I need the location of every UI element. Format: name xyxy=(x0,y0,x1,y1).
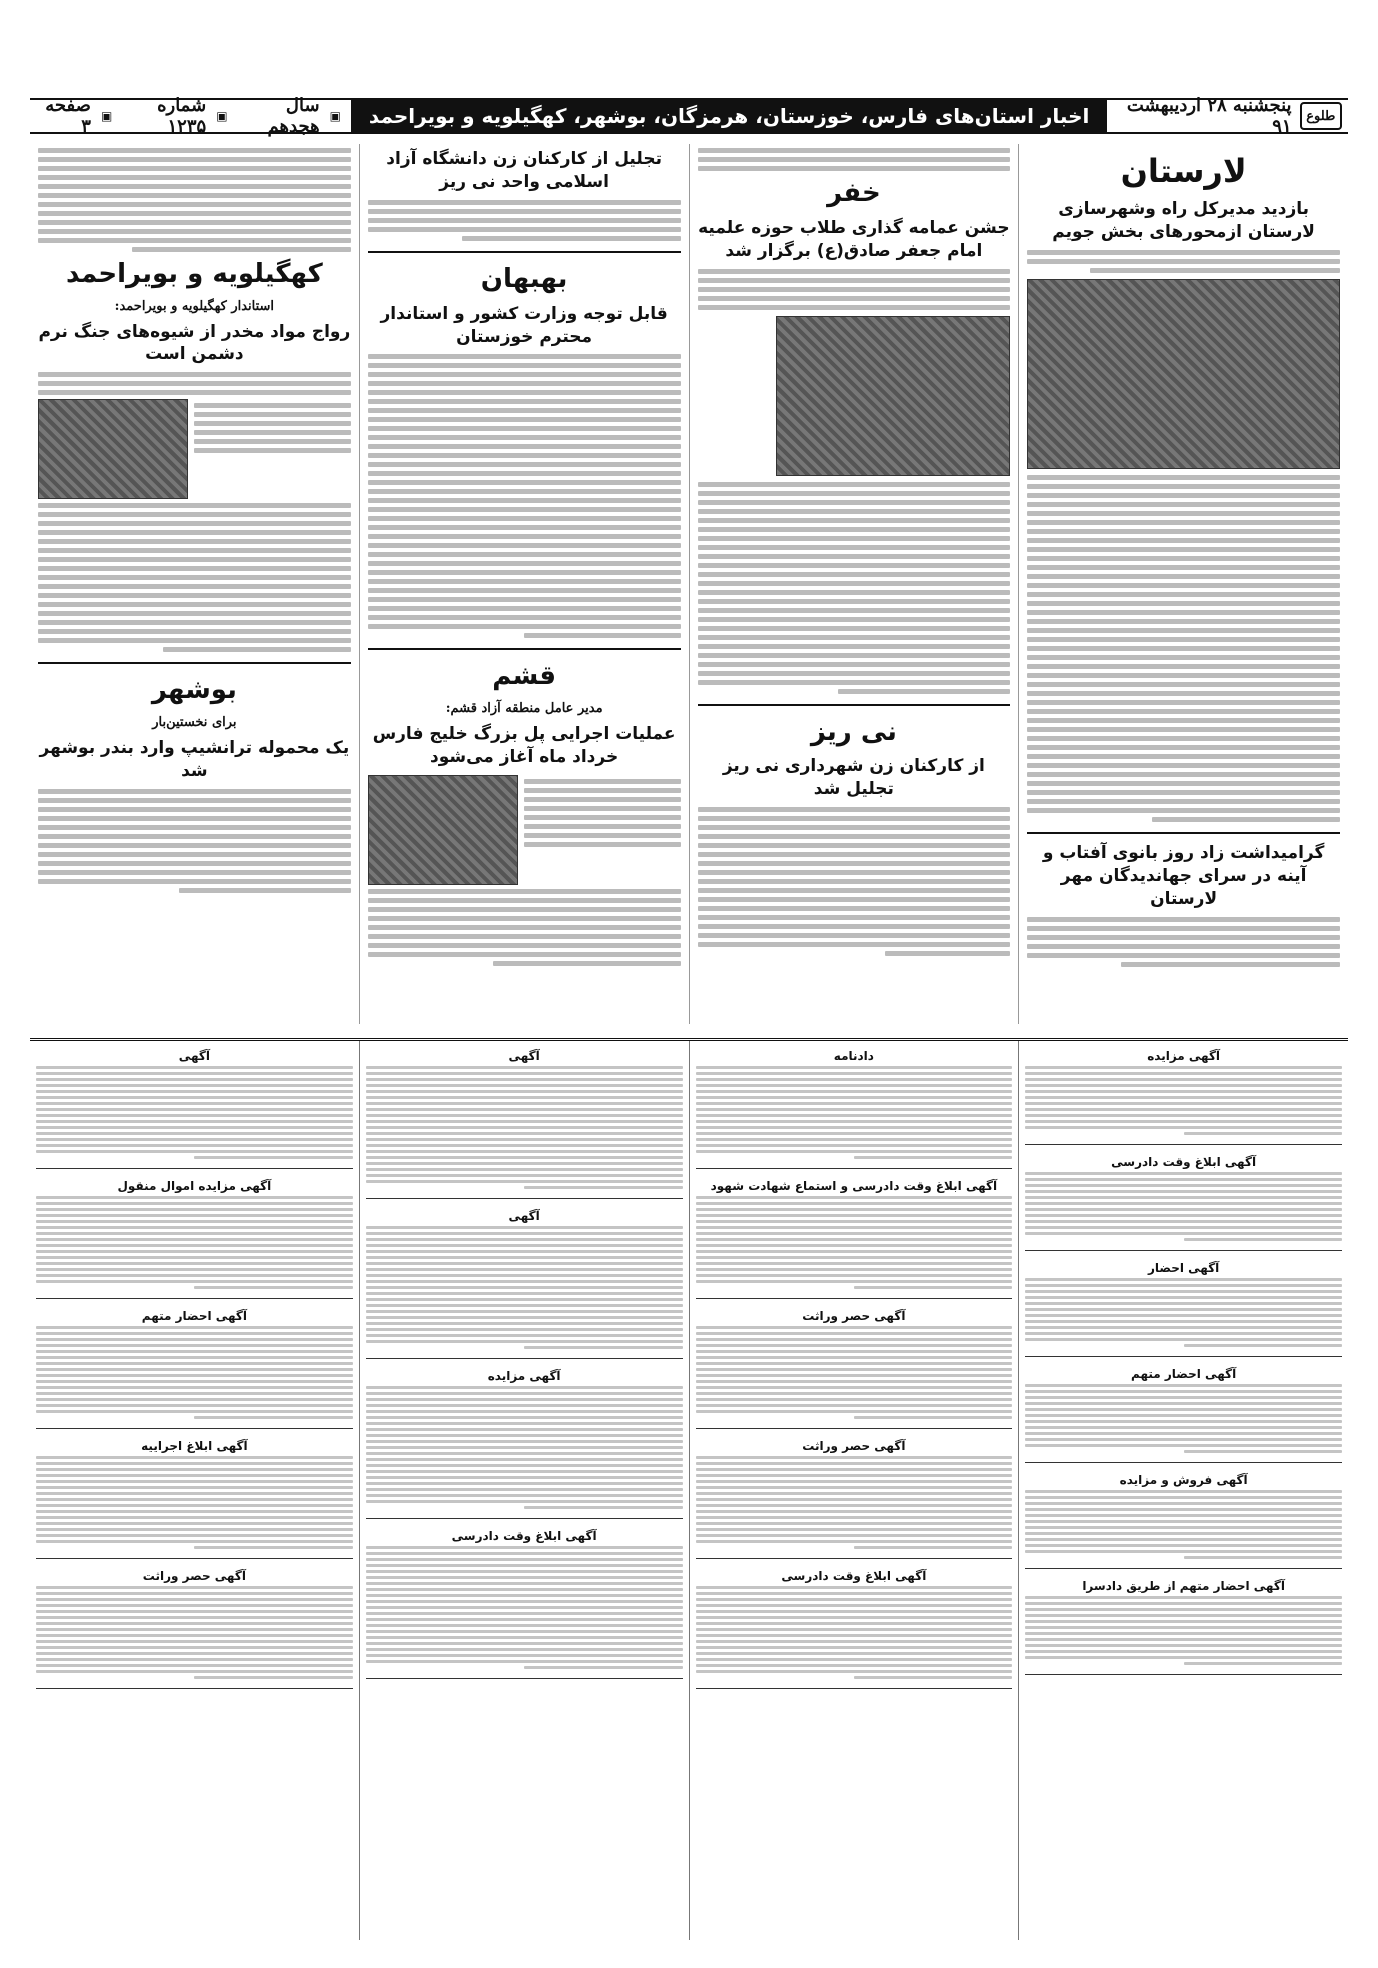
notice-title: آگهی مزایده xyxy=(1147,1049,1221,1063)
legal-notice xyxy=(36,1045,353,1169)
legal-notice xyxy=(36,1175,353,1299)
headline: عملیات اجرایی پل بزرگ خلیج فارس خرداد ماه آغاز می‌شود xyxy=(372,723,676,767)
notice-title: آگهی حصر وراثت xyxy=(802,1439,906,1453)
notice-title: آگهی احضار متهم xyxy=(1131,1367,1237,1381)
legal-notice xyxy=(366,1205,683,1359)
region-title: نی ریز xyxy=(810,716,897,747)
news-photo xyxy=(38,399,188,499)
notice-title: آگهی احضار متهم از طریق دادسرا xyxy=(1082,1579,1285,1593)
region-title: لارستان xyxy=(1120,152,1247,190)
column-khafr xyxy=(689,144,1019,1024)
notices-column xyxy=(359,1041,689,1940)
notice-title: دادنامه xyxy=(833,1049,874,1063)
region-title: بهبهان xyxy=(480,263,568,294)
legal-notice xyxy=(696,1565,1013,1689)
notice-title: آگهی مزایده xyxy=(487,1369,561,1383)
notices-column xyxy=(1018,1041,1348,1940)
newspaper-logo xyxy=(1117,95,1342,137)
headline: گرامیداشت زاد روز بانوی آفتاب و آینه در سرای جهاندیدگان مهر لارستان xyxy=(1042,843,1325,910)
legal-notice xyxy=(1025,1045,1342,1145)
notice-title: آگهی حصر وراثت xyxy=(142,1569,246,1583)
legal-notice xyxy=(1025,1575,1342,1675)
legal-notice xyxy=(366,1045,683,1199)
region-title: خفر xyxy=(827,178,881,208)
notice-title: آگهی احضار xyxy=(1147,1261,1220,1275)
notice-title: آگهی xyxy=(508,1209,540,1223)
notice-title: آگهی ابلاغ اجراییه xyxy=(141,1439,248,1453)
region-title: بوشهر xyxy=(151,675,237,706)
column-larestan xyxy=(1018,144,1348,1024)
notice-title: آگهی ابلاغ وقت دادرسی و استماع شهادت شهود xyxy=(710,1179,998,1193)
headline: قابل توجه وزارت کشور و استاندار محترم خوزستان xyxy=(380,303,668,347)
page-number: صفحه ۳ xyxy=(45,95,91,137)
issue-info xyxy=(36,95,341,137)
issue-number: شماره ۱۲۳۵ xyxy=(157,95,207,137)
region-title: کهگیلویه و بویراحمد xyxy=(65,259,323,289)
notice-title: آگهی فروش و مزایده xyxy=(1119,1473,1248,1487)
notice-title: آگهی ابلاغ وقت دادرسی xyxy=(781,1569,927,1583)
headline: از کارکنان زن شهرداری نی ریز تجلیل شد xyxy=(722,756,985,800)
logo-icon: طلوع xyxy=(1300,102,1342,130)
square-icon: ▣ xyxy=(216,109,228,123)
notice-title: آگهی احضار متهم xyxy=(141,1309,247,1323)
legal-notice xyxy=(36,1435,353,1559)
issue-date: پنجشنبه ۲۸ اردیبهشت ۹۱ xyxy=(1126,95,1292,137)
square-icon: ▣ xyxy=(100,109,113,123)
kicker: برای نخستین‌بار xyxy=(152,715,237,731)
kicker: مدیر عامل منطقه آزاد قشم: xyxy=(445,701,603,717)
legal-notice xyxy=(696,1305,1013,1429)
kicker: استاندار کهگیلویه و بویراحمد: xyxy=(114,298,275,314)
headline: بازدید مدیرکل راه وشهرسازی لارستان ازمحورهای بخش جویم xyxy=(1052,199,1315,243)
region-title: قشم xyxy=(492,661,557,692)
legal-notice xyxy=(1025,1257,1342,1357)
legal-notice xyxy=(36,1305,353,1429)
headline: تجلیل از کارکنان زن دانشگاه آزاد اسلامی واحد نی ریز xyxy=(386,149,662,192)
headline: رواج مواد مخدر از شیوه‌های جنگ نرم دشمن است xyxy=(38,321,351,365)
notice-title: آگهی ابلاغ وقت دادرسی xyxy=(451,1529,597,1543)
square-icon: ▣ xyxy=(329,109,341,123)
news-photo xyxy=(1027,279,1340,469)
headline: جشن عمامه گذاری طلاب حوزه علمیه امام جعفر صادق(ع) برگزار شد xyxy=(698,217,1010,261)
headline: یک محموله ترانشیپ وارد بندر بوشهر شد xyxy=(39,737,350,781)
notices-column xyxy=(689,1041,1019,1940)
notice-title: آگهی ابلاغ وقت دادرسی xyxy=(1111,1155,1257,1169)
notices-section xyxy=(30,1038,1348,1940)
legal-notice xyxy=(1025,1469,1342,1569)
column-kohgiluyeh-bushehr xyxy=(30,144,359,1024)
notice-title: آگهی حصر وراثت xyxy=(802,1309,906,1323)
column-behbahan-qeshm xyxy=(359,144,689,1024)
legal-notice xyxy=(1025,1151,1342,1251)
legal-notice xyxy=(696,1045,1013,1169)
masthead xyxy=(30,95,1348,137)
notice-title: آگهی مزایده اموال منقول xyxy=(117,1179,272,1193)
notice-title: آگهی xyxy=(508,1049,540,1063)
legal-notice xyxy=(36,1565,353,1689)
legal-notice xyxy=(366,1365,683,1519)
news-columns xyxy=(30,144,1348,1024)
section-banner: اخبار استان‌های فارس، خوزستان، هرمزگان، بوشهر، کهگیلویه و بویراحمد xyxy=(351,100,1107,132)
legal-notice xyxy=(1025,1363,1342,1463)
news-photo xyxy=(368,775,518,885)
year-label: سال هجدهم xyxy=(267,95,320,137)
news-photo xyxy=(776,316,1011,476)
notice-title: آگهی xyxy=(178,1049,210,1063)
legal-notice xyxy=(696,1175,1013,1299)
legal-notice xyxy=(366,1525,683,1679)
notices-column xyxy=(30,1041,359,1940)
legal-notice xyxy=(696,1435,1013,1559)
